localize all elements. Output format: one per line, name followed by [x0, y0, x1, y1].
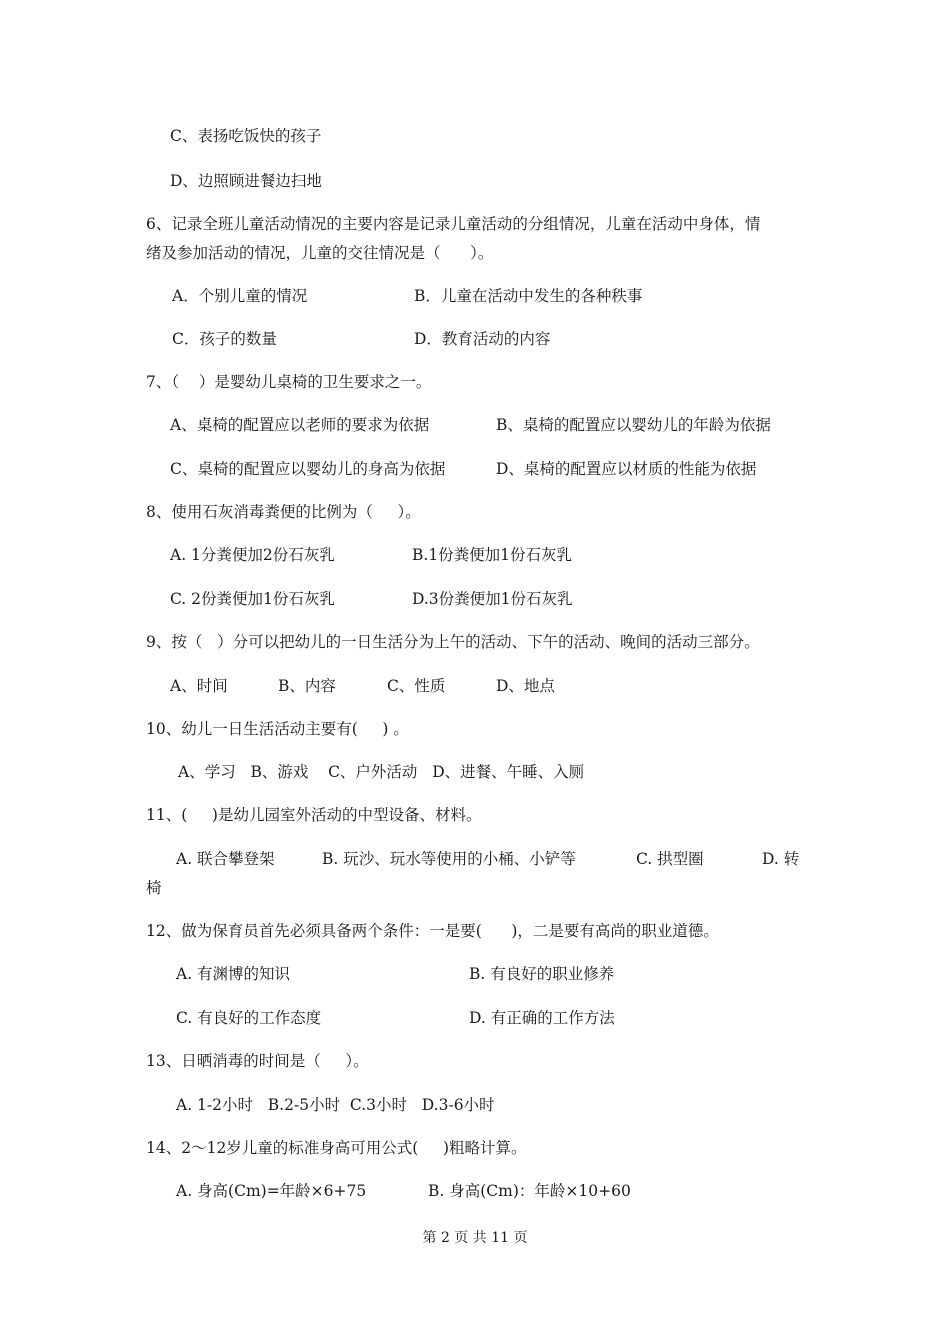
- q5-option-c: C、表扬吃饭快的孩子: [170, 127, 322, 145]
- q11-option-d-continued: 椅: [146, 879, 162, 897]
- q10-stem: 10、幼儿一日生活活动主要有( ) 。: [146, 720, 409, 738]
- q6-stem-line1: 6、记录全班儿童活动情况的主要内容是记录儿童活动的分组情况，儿童在活动中身体，情: [146, 215, 761, 233]
- q9-option-b: B、内容: [278, 677, 336, 695]
- q12-stem: 12、做为保育员首先必须具备两个条件：一是要( )，二是要有高尚的职业道德。: [146, 922, 719, 940]
- q6-option-c: C．孩子的数量: [172, 330, 277, 348]
- q11-stem: 11、( )是幼儿园室外活动的中型设备、材料。: [146, 806, 482, 824]
- q7-option-d: D、桌椅的配置应以材质的性能为依据: [496, 460, 757, 478]
- q13-options: A. 1-2小时 B.2-5小时 C.3小时 D.3-6小时: [176, 1096, 495, 1114]
- q11-option-a: A. 联合攀登架: [176, 850, 275, 868]
- q11-option-b: B. 玩沙、玩水等使用的小桶、小铲等: [322, 850, 576, 868]
- q14-option-a: A. 身高(Cm)=年龄×6+75: [176, 1182, 367, 1200]
- q12-option-c: C. 有良好的工作态度: [176, 1009, 322, 1027]
- q9-stem: 9、按（ ）分可以把幼儿的一日生活分为上午的活动、下午的活动、晚间的活动三部分。: [146, 633, 760, 651]
- q8-option-c: C. 2份粪便加1份石灰乳: [170, 590, 335, 608]
- q6-stem-line2: 绪及参加活动的情况，儿童的交往情况是（ ）。: [146, 244, 494, 262]
- q13-stem: 13、日晒消毒的时间是（ ）。: [146, 1052, 369, 1070]
- q6-option-b: B．儿童在活动中发生的各种秩事: [414, 287, 643, 305]
- q12-option-d: D. 有正确的工作方法: [469, 1009, 615, 1027]
- q11-option-c: C. 拱型圈: [636, 850, 704, 868]
- q12-option-b: B. 有良好的职业修养: [469, 965, 615, 983]
- q8-stem: 8、使用石灰消毒粪便的比例为（ ）。: [146, 503, 421, 521]
- q10-options: A、学习 B、游戏 C、户外活动 D、进餐、午睡、入厕: [178, 763, 585, 781]
- q9-option-d: D、地点: [496, 677, 555, 695]
- q11-option-d: D. 转: [762, 850, 800, 868]
- q9-option-c: C、性质: [387, 677, 446, 695]
- q8-option-d: D.3份粪便加1份石灰乳: [412, 590, 573, 608]
- q7-stem: 7、（ ）是婴幼儿桌椅的卫生要求之一。: [146, 373, 432, 391]
- q8-option-b: B.1份粪便加1份石灰乳: [412, 546, 573, 564]
- q9-option-a: A、时间: [170, 677, 228, 695]
- q12-option-a: A. 有渊博的知识: [176, 965, 291, 983]
- q6-option-a: A．个别儿童的情况: [172, 287, 308, 305]
- q7-option-a: A、桌椅的配置应以老师的要求为依据: [170, 416, 430, 434]
- q14-option-b: B. 身高(Cm)：年龄×10+60: [428, 1182, 631, 1200]
- q5-option-d: D、边照顾进餐边扫地: [170, 172, 322, 190]
- q6-option-d: D．教育活动的内容: [414, 330, 551, 348]
- page-footer: 第 2 页 共 11 页: [422, 1230, 528, 1246]
- q14-stem: 14、2～12岁儿童的标准身高可用公式( )粗略计算。: [146, 1139, 527, 1157]
- q7-option-b: B、桌椅的配置应以婴幼儿的年龄为依据: [496, 416, 771, 434]
- q7-option-c: C、桌椅的配置应以婴幼儿的身高为依据: [170, 460, 446, 478]
- q8-option-a: A. 1分粪便加2份石灰乳: [170, 546, 335, 564]
